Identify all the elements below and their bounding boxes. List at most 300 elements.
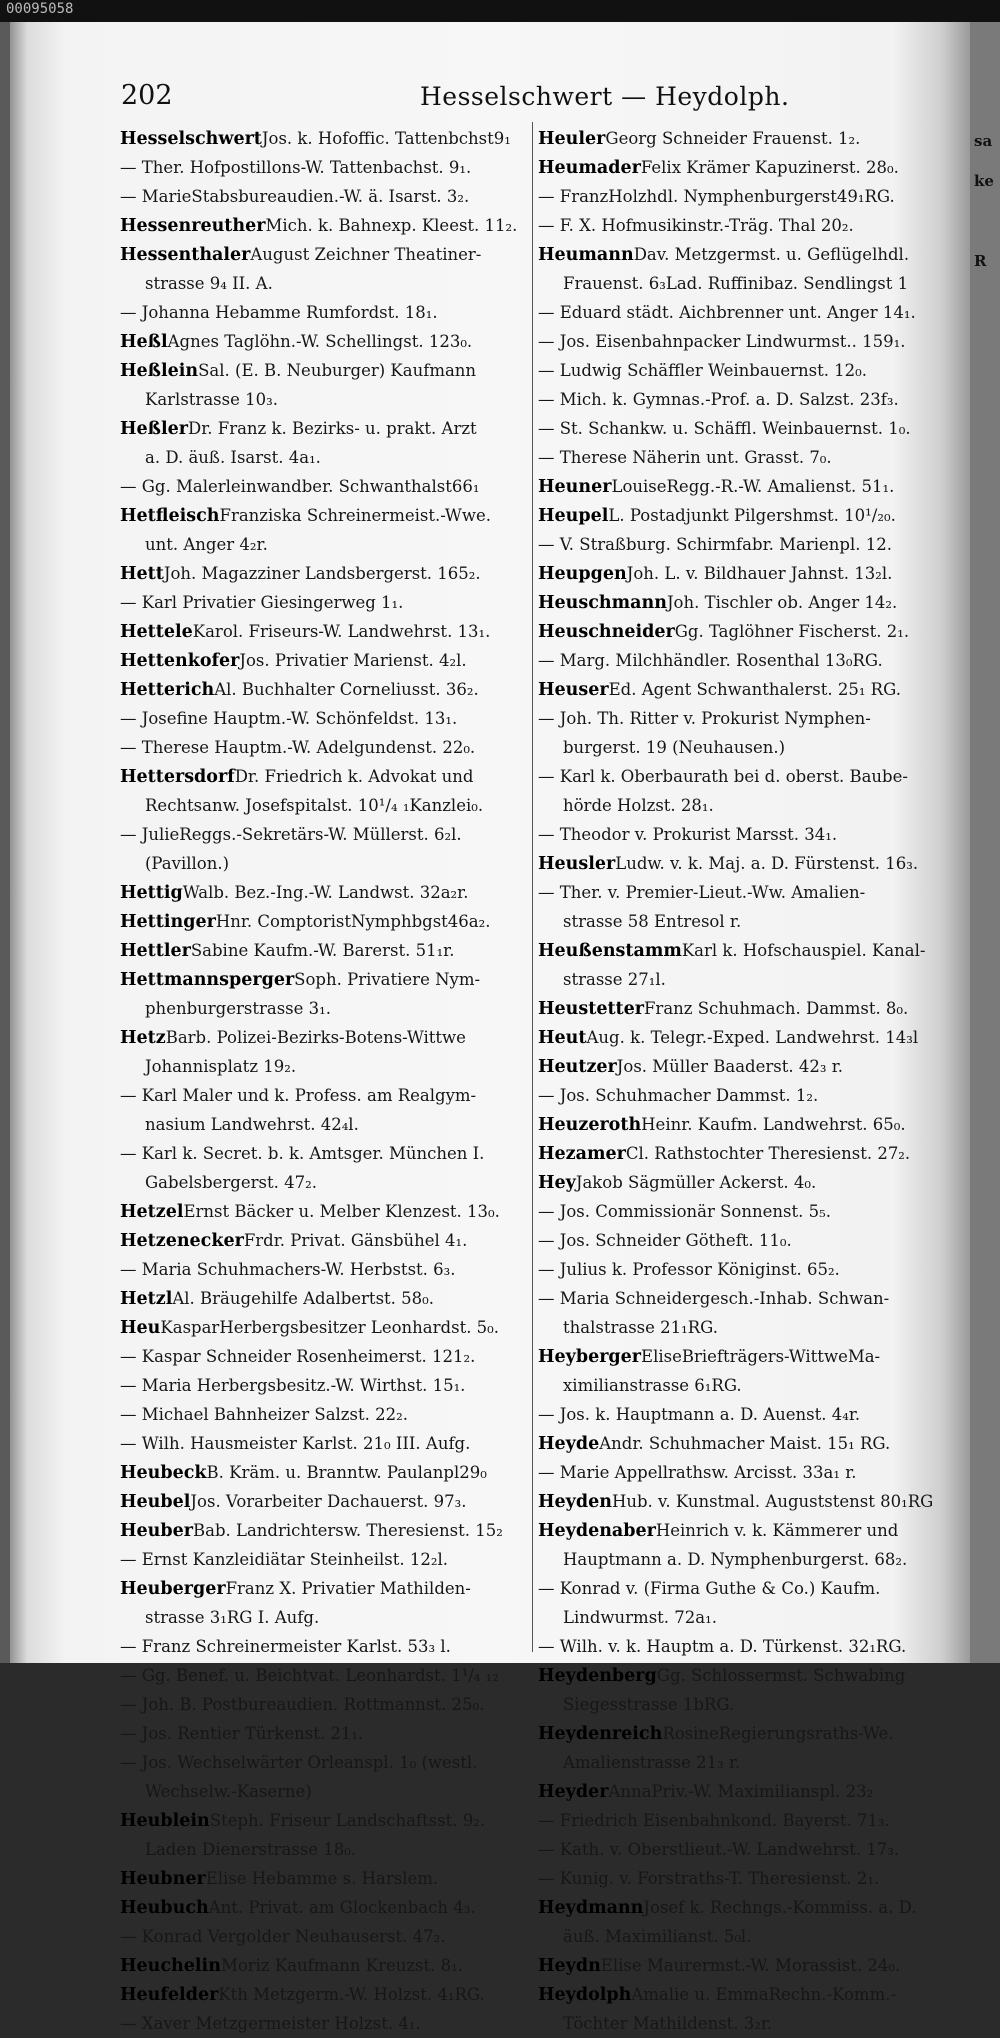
entry-surname — [120, 1869, 206, 1888]
directory-entry-line — [120, 1197, 540, 1226]
entry-details: Kath. v. Oberstlieut.-W. Landwehrst. 17₃. — [559, 1840, 900, 1859]
directory-entry-line — [538, 1835, 963, 1864]
entry-surname-bold: Heupel — [538, 506, 609, 526]
entry-details: MarieStabsbureaudien.-W. ä. Isarst. 3₂. — [141, 187, 470, 206]
entry-surname: — — [538, 361, 560, 380]
directory-entry-line — [120, 1719, 540, 1748]
entry-surname: — — [538, 187, 560, 206]
entry-details: Frdr. Privat. Gänsbühel 4₁. — [243, 1231, 468, 1250]
directory-entry-line — [538, 994, 963, 1023]
entry-surname: — — [538, 1289, 560, 1308]
entry-surname — [538, 1492, 612, 1511]
directory-entry-line — [538, 588, 963, 617]
directory-entry-line — [120, 2009, 540, 2038]
entry-surname-bold: Hetzenecker — [120, 1231, 244, 1251]
entry-surname-bold: Hetz — [120, 1028, 166, 1048]
entry-details: Sal. (E. B. Neuburger) Kaufmann — [198, 361, 477, 380]
entry-surname: — — [538, 1637, 560, 1656]
entry-surname — [120, 883, 183, 902]
directory-entry-line — [538, 1226, 963, 1255]
entry-details: Konrad Vergolder Neuhauserst. 47₂. — [141, 1927, 446, 1946]
entry-surname-bold: Heydenberg — [538, 1666, 657, 1686]
directory-entry-line — [120, 965, 540, 994]
entry-details: phenburgerstrasse 3₁. — [145, 999, 331, 1018]
entry-surname — [120, 767, 235, 786]
entry-details: Gabelsbergerst. 47₂. — [145, 1173, 317, 1192]
entry-details: Cl. Rathstochter Theresienst. 27₂. — [625, 1144, 911, 1163]
entry-details: Ludw. v. k. Maj. a. D. Fürstenst. 16₃. — [615, 854, 919, 873]
directory-entry-line — [538, 2009, 963, 2038]
directory-entry-line — [538, 1748, 963, 1777]
entry-surname: — — [120, 1086, 142, 1105]
directory-entry-line — [120, 1052, 540, 1081]
entry-surname: — — [120, 709, 142, 728]
directory-entry-line — [120, 733, 540, 762]
entry-surname: — — [538, 1260, 560, 1279]
entry-details: nasium Landwehrst. 42₄l. — [145, 1115, 359, 1134]
entry-details: Moriz Kaufmann Kreuzst. 8₁. — [220, 1956, 463, 1975]
entry-surname: — — [120, 1637, 142, 1656]
entry-surname — [120, 1579, 226, 1598]
entry-surname-bold: Hetzel — [120, 1202, 184, 1222]
entry-details: Jos. Rentier Türkenst. 21₁. — [141, 1724, 364, 1743]
entry-surname — [538, 158, 641, 177]
entry-surname: — — [538, 1086, 560, 1105]
entry-surname — [120, 1028, 166, 1047]
entry-surname-bold: Hettenkofer — [120, 651, 240, 671]
entry-surname — [538, 593, 667, 612]
entry-surname-bold: Heuber — [120, 1521, 193, 1541]
entry-surname: — — [120, 1260, 142, 1279]
entry-surname-bold: Heutzer — [538, 1057, 617, 1077]
edge-fragment: R — [974, 252, 987, 270]
entry-details: Kunig. v. Forstraths-T. Theresienst. 2₁. — [559, 1869, 880, 1888]
entry-surname-bold: Hetfleisch — [120, 506, 220, 526]
entry-details: Gg. Benef. u. Beichtvat. Leonhardst. 1¹/₄ ₁₂ — [141, 1666, 499, 1685]
directory-entry-line — [538, 1023, 963, 1052]
directory-entry-line — [538, 1487, 963, 1516]
entry-surname — [538, 129, 605, 148]
entry-surname: — — [120, 303, 142, 322]
entry-details: Wilh. Hausmeister Karlst. 21₀ III. Aufg. — [141, 1434, 471, 1453]
entry-details: äuß. Maximilianst. 5₀l. — [563, 1927, 752, 1946]
directory-entry-line — [120, 762, 540, 791]
directory-entry-line — [120, 1313, 540, 1342]
entry-details: Jos. Schneider Götheft. 11₀. — [559, 1231, 792, 1250]
entry-surname — [120, 564, 164, 583]
entry-surname: — — [120, 1405, 142, 1424]
directory-entry-line — [538, 675, 963, 704]
entry-surname — [120, 1231, 244, 1250]
directory-entry-line — [120, 1922, 540, 1951]
entry-surname — [538, 1057, 617, 1076]
entry-details: Xaver Metzgermeister Holzst. 4₁. — [141, 2014, 421, 2033]
directory-entry-line — [120, 298, 540, 327]
entry-details: Al. Bräugehilfe Adalbertst. 58₀. — [172, 1289, 435, 1308]
directory-entry-line — [120, 1777, 540, 1806]
entry-surname — [538, 999, 644, 1018]
directory-entry-line — [120, 1690, 540, 1719]
entry-details: FranzHolzhdl. Nymphenburgerst49₁RG. — [559, 187, 895, 206]
entry-details: KasparHerbergsbesitzer Leonhardst. 5₀. — [160, 1318, 500, 1337]
entry-details: a. D. äuß. Isarst. 4a₁. — [145, 448, 321, 467]
entry-details: Friedrich Eisenbahnkond. Bayerst. 71₃. — [559, 1811, 890, 1830]
directory-entry-line — [120, 1081, 540, 1110]
entry-details: Töchter Mathildenst. 3₂r. — [563, 2014, 773, 2033]
entry-details: Siegesstrasse 1bRG. — [563, 1695, 735, 1714]
entry-surname-bold: Heusler — [538, 854, 616, 874]
entry-details: hörde Holzst. 28₁. — [563, 796, 714, 815]
directory-entry-line — [538, 153, 963, 182]
entry-details: Maria Herbergsbesitz.-W. Wirthst. 15₁. — [141, 1376, 466, 1395]
directory-entry-line — [538, 240, 963, 269]
entry-details: Aug. k. Telegr.-Exped. Landwehrst. 14₃l — [586, 1028, 919, 1047]
entry-surname-bold: Heumader — [538, 158, 641, 178]
edge-fragment: ke — [974, 172, 994, 190]
entry-surname-bold: Heydolph — [538, 1985, 632, 2005]
directory-entry-line — [120, 878, 540, 907]
entry-details: Michael Bahnheizer Salzst. 22₂. — [141, 1405, 408, 1424]
entry-surname — [538, 1985, 631, 2004]
directory-entry-line — [538, 1313, 963, 1342]
entry-surname — [120, 912, 216, 931]
entry-surname: — — [538, 535, 560, 554]
entry-details: Franz Schuhmach. Dammst. 8₀. — [643, 999, 909, 1018]
entry-surname-bold: Heublein — [120, 1811, 210, 1831]
directory-entry-line — [120, 704, 540, 733]
directory-entry-line — [120, 327, 540, 356]
entry-surname — [538, 854, 615, 873]
entry-details: Jos. Müller Baaderst. 42₃ r. — [616, 1057, 844, 1076]
directory-entry-line — [538, 762, 963, 791]
entry-surname — [120, 941, 191, 960]
directory-entry-line — [538, 1719, 963, 1748]
entry-surname: — — [538, 303, 560, 322]
directory-entry-line — [538, 617, 963, 646]
entry-surname: — — [120, 825, 142, 844]
entry-details: B. Kräm. u. Branntw. Paulanpl29₀ — [206, 1463, 487, 1482]
entry-details: F. X. Hofmusikinstr.-Träg. Thal 20₂. — [559, 216, 854, 235]
directory-entry-line — [538, 269, 963, 298]
entry-details: Gg. Schlossermst. Schwabing — [656, 1666, 906, 1685]
entry-details: Franz X. Privatier Mathilden- — [225, 1579, 471, 1598]
entry-details: Marie Appellrathsw. Arcisst. 33a₁ r. — [559, 1463, 857, 1482]
entry-details: Ernst Kanzleidiätar Steinheilst. 12₂l. — [141, 1550, 448, 1569]
entry-surname: — — [120, 1376, 142, 1395]
next-page-edge — [970, 22, 1000, 1663]
entry-details: Walb. Bez.-Ing.-W. Landwst. 32a₂r. — [182, 883, 469, 902]
entry-details: Lindwurmst. 72a₁. — [563, 1608, 717, 1627]
directory-entry-line — [120, 1429, 540, 1458]
entry-details: Frauenst. 6₃Lad. Ruffinibaz. Sendlingst 1 — [563, 274, 909, 293]
entry-details: strasse 58 Entresol r. — [563, 912, 742, 931]
entry-surname — [538, 1956, 601, 1975]
directory-entry-line — [120, 414, 540, 443]
entry-surname-bold: Hettler — [120, 941, 191, 961]
directory-entry-line — [538, 1139, 963, 1168]
directory-entry-line — [538, 1690, 963, 1719]
directory-entry-line — [120, 1603, 540, 1632]
entry-details: (Pavillon.) — [145, 854, 230, 873]
entry-surname: — — [120, 1347, 142, 1366]
entry-surname: — — [538, 390, 560, 409]
entry-details: Ernst Bäcker u. Melber Klenzest. 13₀. — [183, 1202, 500, 1221]
directory-entry-line — [120, 385, 540, 414]
entry-details: L. Postadjunkt Pilgershmst. 10¹/₂₀. — [608, 506, 896, 525]
entry-surname — [120, 361, 198, 380]
entry-details: unt. Anger 4₂r. — [145, 535, 268, 554]
entry-surname — [120, 129, 262, 148]
entry-details: Heinr. Kaufm. Landwehrst. 65₀. — [641, 1115, 906, 1134]
entry-surname-bold: Heubuch — [120, 1898, 209, 1918]
directory-entry-line — [538, 1951, 963, 1980]
entry-surname-bold: Hetterich — [120, 680, 215, 700]
entry-surname-bold: Hettele — [120, 622, 193, 642]
entry-surname — [538, 1173, 576, 1192]
entry-details: Karl k. Oberbaurath bei d. oberst. Baube- — [559, 767, 908, 786]
directory-entry-line — [538, 1980, 963, 2009]
entry-surname-bold: Heßler — [120, 419, 188, 439]
directory-entry-line — [120, 849, 540, 878]
directory-entry-line — [538, 559, 963, 588]
entry-details: Johannisplatz 19₂. — [145, 1057, 297, 1076]
entry-surname: — — [538, 1202, 560, 1221]
entry-surname — [538, 1115, 641, 1134]
entry-surname: — — [538, 767, 560, 786]
directory-entry-line — [120, 1284, 540, 1313]
entry-details: Eduard städt. Aichbrenner unt. Anger 14₁. — [559, 303, 916, 322]
entry-details: Elise Maurermst.-W. Morassist. 24₀. — [600, 1956, 901, 1975]
entry-details: burgerst. 19 (Neuhausen.) — [563, 738, 786, 757]
directory-entry-line — [120, 994, 540, 1023]
entry-details: Kth Metzgerm.-W. Holzst. 4₁RG. — [218, 1985, 485, 2004]
entry-details: Georg Schneider Frauenst. 1₂. — [605, 129, 861, 148]
entry-details: Dr. Franz k. Bezirks- u. prakt. Arzt — [187, 419, 477, 438]
entry-surname — [120, 970, 294, 989]
entry-details: Heinrich v. k. Kämmerer und — [655, 1521, 899, 1540]
directory-entry-line — [538, 1574, 963, 1603]
entry-details: strasse 27₁l. — [563, 970, 666, 989]
directory-entry-line — [538, 936, 963, 965]
directory-entry-line — [538, 182, 963, 211]
entry-details: Josef k. Rechngs.-Kommiss. a. D. — [643, 1898, 917, 1917]
directory-entry-line — [538, 791, 963, 820]
directory-entry-line — [538, 1197, 963, 1226]
directory-entry-line — [538, 385, 963, 414]
entry-details: Jos. Privatier Marienst. 4₂l. — [239, 651, 467, 670]
entry-surname: — — [120, 738, 142, 757]
directory-entry-line — [538, 1400, 963, 1429]
entry-surname — [120, 1985, 218, 2004]
running-header: Hesselschwert — Heydolph. — [420, 82, 790, 111]
entry-surname: — — [120, 1666, 142, 1685]
entry-surname-bold: Heut — [538, 1028, 587, 1048]
directory-entry-line — [538, 298, 963, 327]
entry-surname — [538, 564, 627, 583]
right-column — [538, 124, 963, 2038]
entry-details: Barb. Polizei-Bezirks-Botens-Wittwe — [165, 1028, 466, 1047]
entry-surname — [538, 477, 611, 496]
page-spine — [0, 22, 10, 1663]
directory-entry-line — [538, 1255, 963, 1284]
entry-surname-bold: Hey — [538, 1173, 576, 1193]
entry-surname — [120, 1898, 209, 1917]
entry-details: Jos. Wechselwärter Orleanspl. 1₀ (westl. — [141, 1753, 478, 1772]
entry-details: Therese Näherin unt. Grasst. 7₀. — [559, 448, 832, 467]
directory-entry-line — [120, 820, 540, 849]
entry-details: Karl k. Secret. b. k. Amtsger. München I. — [141, 1144, 485, 1163]
entry-details: Mich. k. Gymnas.-Prof. a. D. Salzst. 23f₃. — [559, 390, 899, 409]
directory-entry-line — [538, 327, 963, 356]
scan-id: 00095058 — [6, 1, 74, 17]
directory-entry-line — [538, 1806, 963, 1835]
directory-entry-line — [538, 849, 963, 878]
directory-entry-line — [538, 907, 963, 936]
entry-surname: — — [120, 477, 142, 496]
entry-details: Maria Schuhmachers-W. Herbstst. 6₃. — [141, 1260, 456, 1279]
directory-entry-line — [538, 1893, 963, 1922]
entry-details: Maria Schneidergesch.-Inhab. Schwan- — [559, 1289, 890, 1308]
directory-entry-line — [538, 1052, 963, 1081]
directory-entry-line — [120, 443, 540, 472]
directory-entry-line — [120, 617, 540, 646]
entry-surname — [538, 1666, 657, 1685]
entry-surname-bold: Heuner — [538, 477, 612, 497]
entry-surname: — — [120, 2014, 142, 2033]
directory-entry-line — [538, 501, 963, 530]
directory-entry-line — [120, 1806, 540, 1835]
entry-details: Hub. v. Kunstmal. Auguststenst 80₁RG — [611, 1492, 934, 1511]
entry-details: Karlstrasse 10₃. — [145, 390, 278, 409]
directory-entry-line — [120, 1458, 540, 1487]
entry-details: Agnes Taglöhn.-W. Schellingst. 123₀. — [167, 332, 473, 351]
directory-entry-line — [120, 1516, 540, 1545]
entry-surname-bold: Heydn — [538, 1956, 601, 1976]
entry-details: V. Straßburg. Schirmfabr. Marienpl. 12. — [559, 535, 892, 554]
directory-entry-line — [538, 414, 963, 443]
entry-surname: — — [538, 1869, 560, 1888]
directory-entry-line — [538, 1661, 963, 1690]
directory-entry-line — [538, 1922, 963, 1951]
directory-entry-line — [120, 211, 540, 240]
entry-surname: — — [120, 1144, 142, 1163]
entry-details: Wilh. v. k. Hauptm a. D. Türkenst. 32₁RG. — [559, 1637, 907, 1656]
entry-details: Karl Privatier Giesingerweg 1₁. — [141, 593, 404, 612]
entry-details: Ther. Hofpostillons-W. Tattenbachst. 9₁. — [141, 158, 472, 177]
directory-entry-line — [120, 1371, 540, 1400]
directory-entry-line — [538, 1110, 963, 1139]
directory-entry-line — [538, 356, 963, 385]
entry-details: St. Schankw. u. Schäffl. Weinbauernst. 1₀. — [559, 419, 911, 438]
directory-entry-line — [538, 1777, 963, 1806]
entry-surname — [120, 1289, 172, 1308]
scan-header-strip — [0, 0, 1000, 22]
entry-details: Julius k. Professor Königinst. 65₂. — [559, 1260, 840, 1279]
entry-details: Therese Hauptm.-W. Adelgundenst. 22₀. — [141, 738, 476, 757]
entry-surname: — — [120, 1434, 142, 1453]
directory-entry-line — [120, 936, 540, 965]
entry-details: Karl Maler und k. Profess. am Realgym- — [141, 1086, 477, 1105]
directory-entry-line — [538, 878, 963, 907]
directory-entry-line — [538, 1632, 963, 1661]
entry-surname-bold: Hett — [120, 564, 164, 584]
entry-details: Al. Buchhalter Corneliusst. 36₂. — [214, 680, 479, 699]
entry-surname: — — [538, 1579, 560, 1598]
entry-surname-bold: Heubel — [120, 1492, 191, 1512]
directory-entry-line — [120, 1226, 540, 1255]
directory-entry-line — [120, 1864, 540, 1893]
entry-surname-bold: Heuschneider — [538, 622, 675, 642]
entry-details: Amalienstrasse 21₃ r. — [563, 1753, 741, 1772]
directory-entry-line — [120, 1168, 540, 1197]
entry-surname-bold: Heuschmann — [538, 593, 667, 613]
entry-surname: — — [538, 1811, 560, 1830]
directory-entry-line — [120, 1139, 540, 1168]
directory-entry-line — [120, 530, 540, 559]
entry-surname-bold: Heußenstamm — [538, 941, 682, 961]
directory-entry-line — [120, 791, 540, 820]
entry-details: Gg. Taglöhner Fischerst. 2₁. — [674, 622, 910, 641]
entry-surname — [538, 941, 682, 960]
entry-details: Joh. Tischler ob. Anger 14₂. — [666, 593, 898, 612]
entry-surname — [538, 245, 634, 264]
entry-surname — [538, 1434, 599, 1453]
directory-entry-line — [538, 530, 963, 559]
entry-surname: — — [538, 419, 560, 438]
entry-surname-bold: Hettmannsperger — [120, 970, 295, 990]
directory-entry-line — [120, 269, 540, 298]
entry-surname-bold: Heubeck — [120, 1463, 207, 1483]
entry-details: Ther. v. Premier-Lieut.-Ww. Amalien- — [559, 883, 866, 902]
entry-surname-bold: Heyder — [538, 1782, 609, 1802]
entry-details: Steph. Friseur Landschaftsst. 9₂. — [209, 1811, 486, 1830]
entry-surname-bold: Heuser — [538, 680, 609, 700]
entry-surname: — — [538, 883, 560, 902]
entry-details: Joh. B. Postbureaudien. Rottmannst. 25₀. — [141, 1695, 485, 1714]
left-column — [120, 124, 540, 2038]
entry-details: LouiseRegg.-R.-W. Amalienst. 51₁. — [611, 477, 895, 496]
entry-details: JulieReggs.-Sekretärs-W. Müllerst. 6₂l. — [141, 825, 462, 844]
entry-surname-bold: Heyde — [538, 1434, 600, 1454]
directory-entry-line — [120, 646, 540, 675]
directory-entry-line — [120, 472, 540, 501]
directory-entry-line — [120, 240, 540, 269]
directory-entry-line — [120, 1951, 540, 1980]
entry-surname — [538, 622, 675, 641]
directory-entry-line — [120, 559, 540, 588]
entry-surname: — — [120, 1753, 142, 1772]
entry-details: Laden Dienerstrasse 18₀. — [145, 1840, 357, 1859]
entry-surname-bold: Heyden — [538, 1492, 612, 1512]
entry-details: AnnaPriv.-W. Maximilianspl. 23₂ — [608, 1782, 874, 1801]
entry-details: Jakob Sägmüller Ackerst. 4₀. — [575, 1173, 817, 1192]
directory-entry-line — [538, 1429, 963, 1458]
entry-details: Jos. Commissionär Sonnenst. 5₅. — [559, 1202, 831, 1221]
entry-surname-bold: Heubner — [120, 1869, 206, 1889]
directory-entry-line — [120, 907, 540, 936]
directory-entry-line — [120, 501, 540, 530]
directory-entry-line — [120, 1661, 540, 1690]
entry-surname-bold: Heydenreich — [538, 1724, 663, 1744]
entry-surname-bold: Hettersdorf — [120, 767, 235, 787]
entry-details: Dr. Friedrich k. Advokat und — [234, 767, 474, 786]
entry-surname — [538, 506, 608, 525]
directory-entry-line — [120, 124, 540, 153]
entry-surname: — — [538, 709, 560, 728]
entry-details: ximilianstrasse 6₁RG. — [563, 1376, 742, 1395]
entry-details: Sabine Kaufm.-W. Barerst. 51₁r. — [190, 941, 455, 960]
entry-surname — [120, 332, 168, 351]
